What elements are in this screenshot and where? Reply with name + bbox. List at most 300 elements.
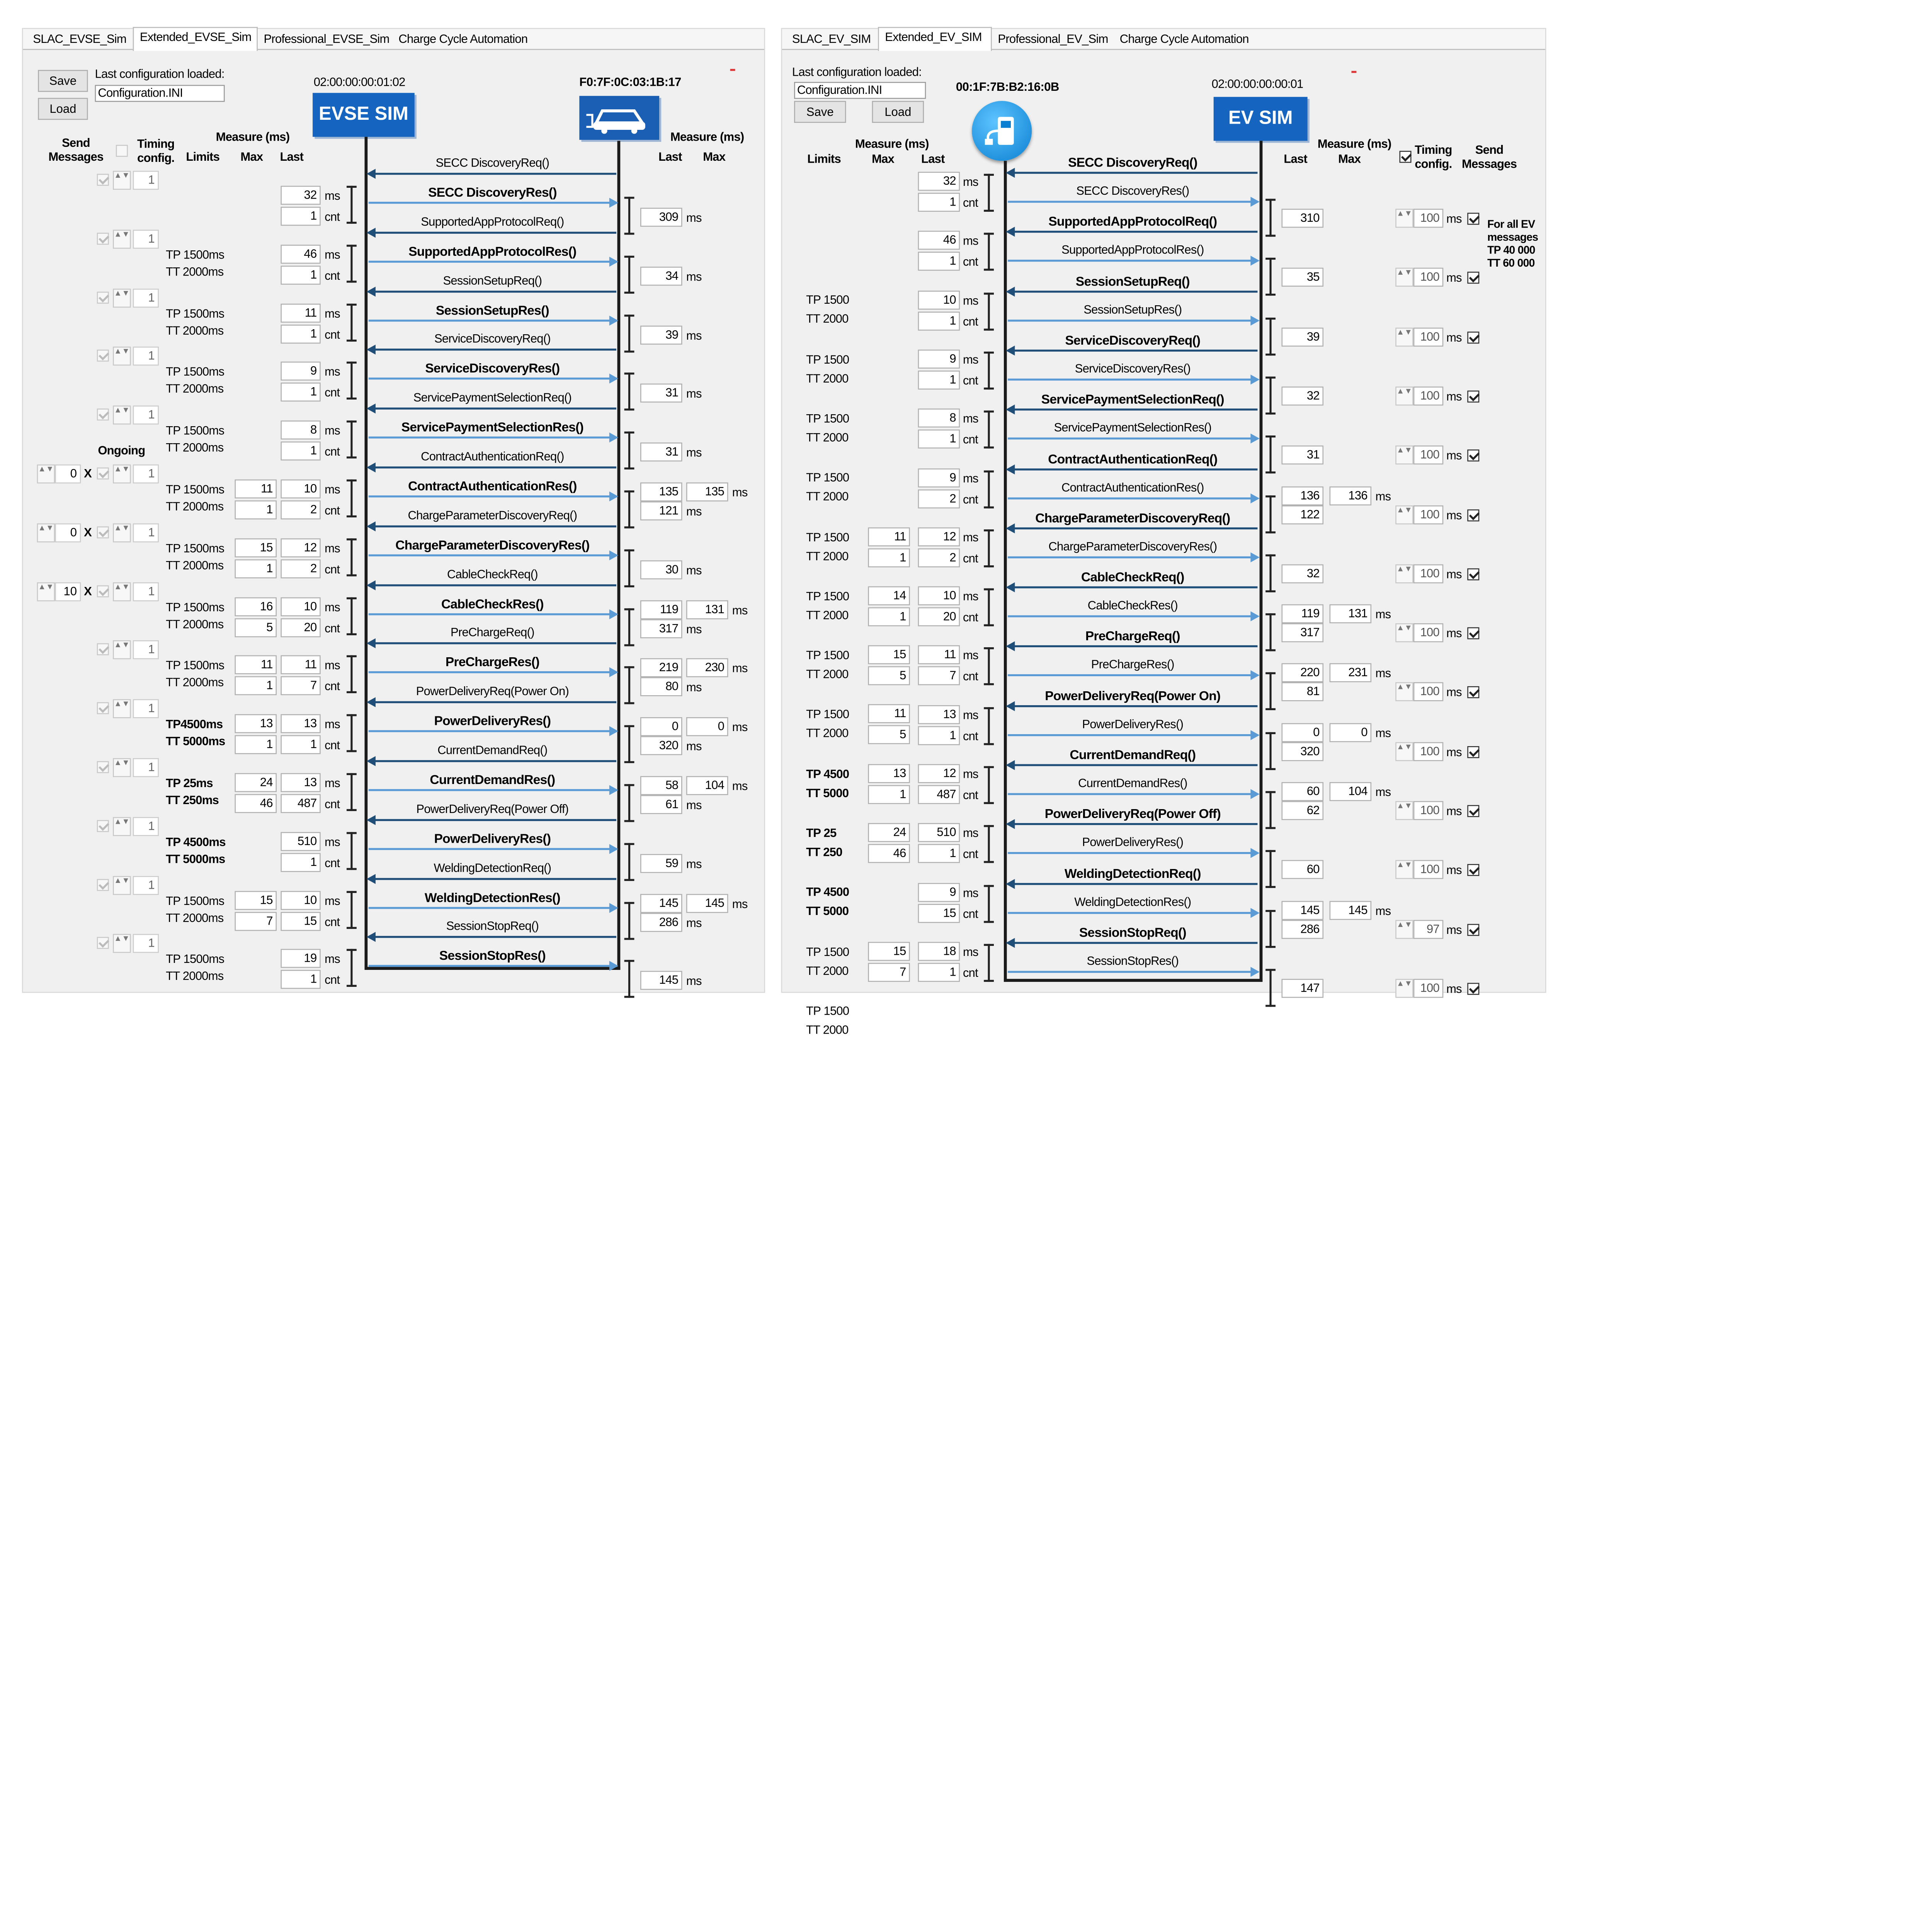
message-res — [369, 243, 616, 271]
arrow-right — [369, 672, 616, 673]
right-last-field: 30 — [640, 560, 682, 579]
arrow-right — [1008, 438, 1257, 440]
message-req-label: CurrentDemandReq() — [1070, 747, 1196, 762]
right-last-field: 58 — [640, 776, 682, 795]
timing-ms-unit: ms — [1446, 626, 1462, 641]
max-cnt-field: 1 — [235, 735, 277, 754]
timing-value[interactable]: 100 — [1413, 209, 1444, 228]
load-button[interactable]: Load — [872, 101, 924, 123]
last-ms-field: 510 — [281, 832, 320, 851]
send-checkbox[interactable] — [1467, 746, 1479, 758]
right-last-field: 320 — [1282, 742, 1324, 761]
message-res-label: PowerDeliveryRes() — [434, 831, 551, 846]
right-last-field: 0 — [640, 718, 682, 736]
message-res-label: PowerDeliveryRes() — [434, 713, 551, 728]
message-req-label: ContractAuthenticationReq() — [421, 449, 564, 464]
limit-tp: TP 25 — [806, 826, 837, 840]
right-last-field: 136 — [1282, 486, 1324, 505]
last-cnt-field: 1 — [281, 970, 320, 989]
max-ms-field: 15 — [868, 942, 910, 961]
last-ms-field: 510 — [918, 823, 960, 842]
limit-tt: TT 2000 — [806, 490, 849, 504]
arrow-right — [1008, 852, 1257, 854]
timing-config-checkbox[interactable] — [116, 145, 128, 157]
timing-spinner[interactable]: ▲▼ — [113, 406, 131, 425]
tab-3[interactable]: Charge Cycle Automation — [398, 32, 528, 46]
arrow-left — [1008, 349, 1257, 351]
max-cnt-field: 7 — [235, 912, 277, 930]
ongoing-value[interactable]: 0 — [55, 523, 81, 542]
tab-3[interactable]: Charge Cycle Automation — [1119, 32, 1249, 46]
timing-spinner[interactable]: ▲▼ — [1395, 920, 1413, 939]
max-ms-field: 11 — [235, 480, 277, 498]
max-ms-field: 16 — [235, 597, 277, 616]
send-checkbox[interactable] — [1467, 509, 1479, 521]
timing-value[interactable]: 100 — [1413, 564, 1444, 583]
timing-value[interactable]: 100 — [1413, 446, 1444, 464]
limit-tt: TT 2000ms — [166, 910, 224, 925]
arrow-right — [1008, 201, 1257, 203]
arrow-left — [369, 760, 616, 762]
timing-spinner[interactable]: ▲▼ — [1395, 268, 1413, 287]
arrow-right — [1008, 793, 1257, 795]
right-max-field: 145 — [686, 894, 728, 913]
ongoing-spinner[interactable]: ▲▼ — [37, 464, 55, 483]
ms-unit: ms — [963, 885, 978, 900]
limit-tp: TP 1500ms — [166, 893, 224, 908]
arrow-right — [369, 730, 616, 732]
send-checkbox[interactable] — [97, 350, 109, 362]
cnt-unit: cnt — [963, 729, 978, 743]
right-ms-unit: ms — [732, 896, 748, 911]
message-res — [1008, 361, 1257, 389]
timing-config-checkbox[interactable] — [1400, 151, 1412, 163]
max-cnt-field: 5 — [868, 726, 910, 745]
message-res — [1008, 954, 1257, 981]
limit-tt: TT 2000 — [806, 430, 849, 445]
evse-sim-panel — [22, 28, 765, 993]
max-ms-field: 13 — [235, 714, 277, 733]
message-req — [369, 626, 616, 653]
timing-value[interactable]: 1 — [133, 523, 159, 542]
timing-value[interactable]: 1 — [133, 582, 159, 601]
timing-ms-unit: ms — [1446, 745, 1462, 759]
last-ms-field: 13 — [281, 773, 320, 792]
arrow-left — [1008, 409, 1257, 411]
last-ms-field: 11 — [281, 656, 320, 675]
arrow-left — [369, 408, 616, 410]
timing-value[interactable]: 100 — [1413, 623, 1444, 642]
arrow-right — [1008, 378, 1257, 380]
timing-value[interactable]: 100 — [1413, 860, 1444, 879]
timing-spinner[interactable]: ▲▼ — [1395, 979, 1413, 998]
send-checkbox[interactable] — [97, 291, 109, 303]
send-checkbox[interactable] — [1467, 805, 1479, 817]
right-last-field: 219 — [640, 659, 682, 678]
last-cnt-field: 487 — [281, 794, 320, 813]
right-max-field: 0 — [686, 718, 728, 736]
send-checkbox[interactable] — [97, 702, 109, 714]
cnt-unit: cnt — [325, 738, 340, 752]
message-res — [1008, 302, 1257, 330]
timing-spinner[interactable]: ▲▼ — [1395, 386, 1413, 405]
cnt-unit: cnt — [325, 209, 340, 224]
timing-value[interactable]: 1 — [133, 347, 159, 366]
timing-spinner[interactable]: ▲▼ — [1395, 209, 1413, 228]
arrow-left — [369, 584, 616, 586]
arrow-right — [1008, 675, 1257, 677]
timing-spinner[interactable]: ▲▼ — [1395, 327, 1413, 346]
timing-spinner[interactable]: ▲▼ — [113, 288, 131, 307]
timing-spinner[interactable]: ▲▼ — [113, 523, 131, 542]
right-span-mark — [1265, 258, 1276, 296]
right-last-field: 31 — [640, 384, 682, 403]
send-checkbox[interactable] — [1467, 923, 1479, 935]
right-last-field: 60 — [1282, 782, 1324, 801]
message-res — [1008, 658, 1257, 685]
timing-ms-unit: ms — [1446, 508, 1462, 522]
arrow-right — [369, 848, 616, 850]
timing-value[interactable]: 1 — [133, 876, 159, 895]
last-config-label: Last configuration loaded: — [95, 67, 224, 81]
timing-spinner[interactable]: ▲▼ — [1395, 742, 1413, 761]
message-req — [1008, 273, 1257, 301]
timing-spinner[interactable]: ▲▼ — [1395, 860, 1413, 879]
timing-value[interactable]: 1 — [133, 699, 159, 718]
limit-tp: TP 1500ms — [166, 952, 224, 966]
message-res-label: ChargeParameterDiscoveryRes() — [395, 537, 590, 552]
ongoing-value[interactable]: 0 — [55, 464, 81, 483]
right-last-field: 220 — [1282, 663, 1324, 682]
right-last-field: 147 — [1282, 979, 1324, 998]
send-messages-header: Send Messages — [48, 136, 104, 164]
timing-spinner[interactable]: ▲▼ — [1395, 446, 1413, 464]
cnt-unit: cnt — [325, 327, 340, 342]
arrow-right — [1008, 734, 1257, 736]
timing-value[interactable]: 1 — [133, 171, 159, 190]
arrow-right — [369, 789, 616, 791]
cnt-unit: cnt — [963, 788, 978, 802]
config-file-field[interactable]: Configuration.INI — [794, 82, 926, 99]
ms-unit: ms — [963, 589, 978, 604]
limit-tt: TT 2000ms — [166, 675, 224, 690]
right-ms-unit: ms — [686, 857, 702, 871]
send-checkbox[interactable] — [97, 761, 109, 773]
send-checkbox[interactable] — [97, 468, 109, 480]
measure-span-mark — [347, 303, 357, 341]
right-span-mark — [1265, 910, 1276, 947]
last-ms-field: 8 — [281, 421, 320, 440]
right-span-mark — [624, 373, 634, 411]
arrow-left — [1008, 764, 1257, 766]
ms-unit: ms — [963, 293, 978, 308]
right-last-field: 35 — [1282, 268, 1324, 287]
limit-tt: TT 2000 — [806, 608, 849, 622]
car-icon — [584, 101, 654, 135]
message-req — [369, 919, 616, 947]
measure-span-mark — [984, 411, 994, 449]
measure-span-mark — [347, 597, 357, 635]
timing-value[interactable]: 1 — [133, 934, 159, 953]
last-cnt-field: 1 — [918, 963, 960, 982]
last-ms-field: 9 — [918, 468, 960, 487]
send-checkbox[interactable] — [1467, 331, 1479, 343]
timing-spinner[interactable]: ▲▼ — [113, 171, 131, 190]
last-cnt-field: 1 — [281, 383, 320, 402]
send-checkbox[interactable] — [1467, 213, 1479, 225]
cnt-unit: cnt — [963, 669, 978, 684]
timing-spinner[interactable]: ▲▼ — [1395, 683, 1413, 702]
right-last-field: 0 — [1282, 723, 1324, 742]
right-measure-header: Measure (ms) — [670, 130, 744, 144]
limit-tp: TP 1500ms — [166, 365, 224, 379]
message-req-label: SECC DiscoveryReq() — [1068, 155, 1197, 170]
timing-value[interactable]: 100 — [1413, 386, 1444, 405]
right-last-field: 59 — [640, 854, 682, 873]
timing-value[interactable]: 1 — [133, 758, 159, 777]
message-res — [369, 537, 616, 565]
save-button[interactable]: Save — [38, 70, 88, 92]
send-checkbox[interactable] — [97, 820, 109, 832]
measure-span-mark — [984, 233, 994, 271]
send-checkbox[interactable] — [97, 174, 109, 186]
limit-tp: TP 1500ms — [166, 658, 224, 673]
last-cnt-field: 7 — [918, 667, 960, 685]
right-span-mark — [624, 432, 634, 469]
limit-tp: TP 1500 — [806, 411, 849, 425]
tab-0[interactable]: SLAC_EVSE_Sim — [33, 32, 126, 46]
timing-spinner[interactable]: ▲▼ — [1395, 505, 1413, 524]
timing-spinner[interactable]: ▲▼ — [113, 934, 131, 953]
cnt-unit: cnt — [963, 551, 978, 565]
limit-tp: TP 4500 — [806, 885, 849, 900]
ongoing-x-label: X — [84, 466, 92, 481]
timing-value[interactable]: 1 — [133, 464, 159, 483]
measure-span-mark — [347, 421, 357, 459]
right-span-mark — [624, 608, 634, 646]
limit-tt: TT 2000 — [806, 549, 849, 563]
max-header: Max — [240, 150, 263, 164]
right-last-field: 119 — [1282, 604, 1324, 623]
right-last-field: 32 — [1282, 564, 1324, 583]
timing-spinner[interactable]: ▲▼ — [113, 817, 131, 836]
send-checkbox[interactable] — [97, 585, 109, 597]
tab-1[interactable]: Extended_EVSE_Sim — [133, 27, 258, 51]
limit-tt: TT 2000 — [806, 726, 849, 741]
timing-value[interactable]: 1 — [133, 817, 159, 836]
message-res-label: ServiceDiscoveryRes() — [425, 361, 560, 376]
send-checkbox[interactable] — [1467, 450, 1479, 462]
message-res-label: ServicePaymentSelectionRes() — [401, 420, 584, 435]
measure-span-mark — [347, 538, 357, 576]
message-res-label: ServiceDiscoveryRes() — [1075, 361, 1190, 376]
limit-tt: TT 5000ms — [166, 734, 225, 748]
message-res-label: ServicePaymentSelectionRes() — [1054, 420, 1212, 435]
last-cnt-field: 1 — [281, 735, 320, 754]
timing-ms-unit: ms — [1446, 567, 1462, 581]
timing-value[interactable]: 100 — [1413, 327, 1444, 346]
send-checkbox[interactable] — [97, 879, 109, 891]
timing-ms-unit: ms — [1446, 330, 1462, 344]
right-ms-unit: ms — [732, 662, 748, 676]
timing-spinner[interactable]: ▲▼ — [113, 230, 131, 248]
send-checkbox[interactable] — [1467, 628, 1479, 639]
timing-spinner[interactable]: ▲▼ — [1395, 564, 1413, 583]
ongoing-x-label: X — [84, 584, 92, 598]
arrow-left — [369, 173, 616, 175]
timing-spinner[interactable]: ▲▼ — [113, 347, 131, 366]
message-req — [1008, 925, 1257, 952]
config-file-field[interactable]: Configuration.INI — [95, 85, 225, 102]
send-checkbox[interactable] — [1467, 864, 1479, 876]
timing-spinner[interactable]: ▲▼ — [113, 758, 131, 777]
send-checkbox[interactable] — [1467, 983, 1479, 995]
right-last-field: 320 — [640, 736, 682, 755]
load-button[interactable]: Load — [38, 98, 88, 120]
arrow-left — [369, 936, 616, 938]
ongoing-x-label: X — [84, 525, 92, 539]
status-mark — [730, 69, 735, 71]
send-checkbox[interactable] — [1467, 568, 1479, 580]
send-checkbox[interactable] — [1467, 390, 1479, 402]
cnt-unit: cnt — [963, 373, 978, 388]
arrow-right — [1008, 616, 1257, 617]
ongoing-spinner[interactable]: ▲▼ — [37, 523, 55, 542]
right-last-field: 310 — [1282, 209, 1324, 228]
timing-value[interactable]: 1 — [133, 641, 159, 660]
message-req — [369, 214, 616, 242]
tab-1[interactable]: Extended_EV_SIM — [878, 27, 992, 51]
message-req-label: WeldingDetectionReq() — [434, 861, 551, 875]
right-last-field: 121 — [640, 502, 682, 520]
message-req-label: SECC DiscoveryReq() — [435, 156, 549, 170]
right-last-field: 317 — [640, 619, 682, 638]
measure-span-mark — [984, 529, 994, 567]
right-span-mark — [1265, 376, 1276, 414]
message-req — [369, 449, 616, 477]
tab-0[interactable]: SLAC_EV_SIM — [792, 32, 871, 46]
ongoing-value[interactable]: 10 — [55, 582, 81, 601]
evse-lifeline — [365, 137, 368, 970]
timing-spinner[interactable]: ▲▼ — [113, 876, 131, 895]
message-req — [369, 508, 616, 536]
message-res-label: PreChargeRes() — [1091, 657, 1174, 672]
measure-span-mark — [347, 362, 357, 400]
send-checkbox[interactable] — [97, 526, 109, 538]
right-max-field: 230 — [686, 659, 728, 678]
limit-tp: TP 4500 — [806, 767, 849, 781]
last-ms-field: 10 — [281, 480, 320, 498]
measure-span-mark — [984, 470, 994, 508]
last-cnt-field: 2 — [281, 500, 320, 519]
message-req — [1008, 214, 1257, 242]
save-button[interactable]: Save — [794, 101, 846, 123]
tab-2[interactable]: Professional_EVSE_Sim — [264, 32, 389, 46]
timing-value[interactable]: 1 — [133, 406, 159, 425]
arrow-right — [369, 319, 616, 321]
send-checkbox[interactable] — [97, 644, 109, 656]
send-checkbox[interactable] — [97, 937, 109, 949]
max-ms-field: 13 — [868, 764, 910, 783]
cnt-unit: cnt — [963, 432, 978, 447]
message-req-label: PreChargeReq() — [1085, 628, 1180, 644]
message-res — [1008, 184, 1257, 212]
limit-tp: TP 1500ms — [166, 600, 224, 614]
ms-unit: ms — [325, 893, 340, 908]
send-checkbox[interactable] — [97, 233, 109, 245]
right-last-header: Last — [1284, 151, 1308, 166]
measure-header: Measure (ms) — [216, 130, 290, 144]
send-checkbox[interactable] — [1467, 687, 1479, 699]
right-last-field: 145 — [1282, 901, 1324, 920]
timing-spinner[interactable]: ▲▼ — [113, 582, 131, 601]
right-ms-unit: ms — [686, 504, 702, 519]
ms-unit: ms — [325, 189, 340, 203]
timing-value[interactable]: 100 — [1413, 979, 1444, 998]
cnt-unit: cnt — [325, 268, 340, 283]
max-cnt-field: 7 — [868, 963, 910, 981]
message-res-label: CableCheckRes() — [441, 596, 544, 611]
timing-value[interactable]: 97 — [1413, 920, 1444, 939]
timing-value[interactable]: 100 — [1413, 268, 1444, 287]
timing-spinner[interactable]: ▲▼ — [113, 641, 131, 660]
timing-value[interactable]: 100 — [1413, 683, 1444, 702]
arrow-left — [1008, 587, 1257, 588]
timing-spinner[interactable]: ▲▼ — [113, 464, 131, 483]
timing-value[interactable]: 100 — [1413, 801, 1444, 820]
timing-spinner[interactable]: ▲▼ — [113, 699, 131, 718]
arrow-left — [1008, 468, 1257, 470]
limit-tt: TT 250ms — [166, 793, 219, 807]
ongoing-spinner[interactable]: ▲▼ — [37, 582, 55, 601]
measure-span-mark — [347, 891, 357, 929]
cnt-unit: cnt — [325, 444, 340, 459]
right-ms-unit: ms — [686, 622, 702, 636]
arrow-left — [369, 231, 616, 233]
send-checkbox[interactable] — [97, 409, 109, 421]
ms-unit: ms — [325, 835, 340, 849]
last-header: Last — [280, 150, 304, 164]
message-res — [369, 596, 616, 624]
tab-bar — [23, 29, 764, 50]
ev-lifeline — [1004, 161, 1007, 982]
timing-value[interactable]: 100 — [1413, 505, 1444, 524]
timing-spinner[interactable]: ▲▼ — [1395, 801, 1413, 820]
timing-value[interactable]: 100 — [1413, 742, 1444, 761]
message-res — [1008, 776, 1257, 804]
ms-unit: ms — [325, 658, 340, 673]
measure-span-mark — [984, 944, 994, 982]
timing-value[interactable]: 1 — [133, 288, 159, 307]
message-req-label: PowerDeliveryReq(Power Off) — [416, 802, 569, 816]
arrow-right — [369, 554, 616, 556]
message-res — [1008, 480, 1257, 508]
limit-tp: TP 1500 — [806, 707, 849, 722]
message-req — [369, 273, 616, 301]
timing-ms-unit: ms — [1446, 212, 1462, 226]
message-req-label: PreChargeReq() — [451, 626, 534, 640]
right-last-field: 145 — [640, 894, 682, 913]
timing-spinner[interactable]: ▲▼ — [1395, 623, 1413, 642]
timing-value[interactable]: 1 — [133, 230, 159, 248]
message-req-label: ServicePaymentSelectionReq() — [1041, 391, 1224, 407]
limit-tt: TT 2000ms — [166, 382, 224, 396]
right-ms-unit: ms — [686, 211, 702, 225]
send-checkbox[interactable] — [1467, 272, 1479, 284]
ms-unit: ms — [963, 471, 978, 485]
tab-2[interactable]: Professional_EV_Sim — [998, 32, 1108, 46]
right-last-field: 32 — [1282, 386, 1324, 405]
